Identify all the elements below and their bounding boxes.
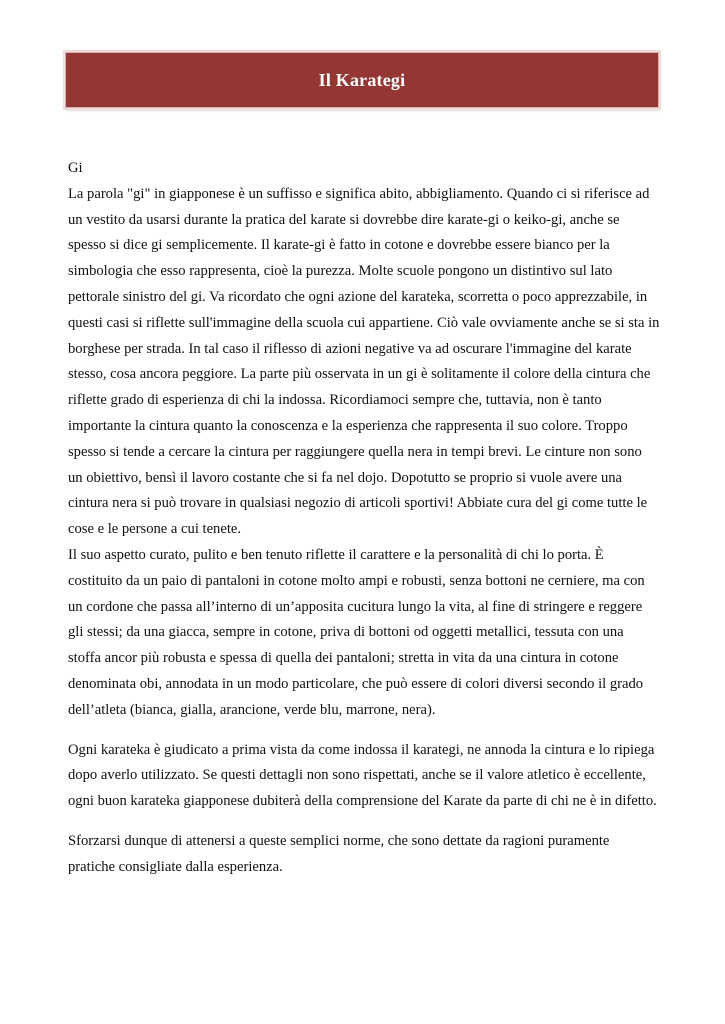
title-banner: [65, 52, 659, 108]
page-title: Il Karategi: [318, 69, 406, 90]
paragraph-1: La parola "gi" in giapponese è un suffisso e significa abito, abbigliamento. Quando ci si riferisce ad un vestito da usarsi durante la pratica del karate si dovrebbe dire karate-gi o keiko-gi, anche se spesso si dice gi semplicemente. Il karate-gi è fatto in cotone e dovrebbe essere bianco per la simbologia che esso rappresenta, cioè la purezza. Molte scuole pongono un distintivo sul lato pettorale sinistro del gi. Va ricordato che ogni azione del karateka, scorretta o poco apprezzabile, in questi casi si riflette sull'immagine della scuola cui appartiene. Ciò vale ovviamente anche se si sta in borghese per strada. In tal caso il riflesso di azioni negative va ad oscurare l'immagine del karate stesso, cosa ancora peggiore. La parte più osservata in un gi è solitamente il colore della cintura che riflette grado di esperienza di chi la indossa. Ricordiamoci sempre che, tuttavia, non è tanto importante la cintura quanto la conoscenza e la esperienza che rappresenta il suo colore. Troppo spesso si tende a cercare la cintura per raggiungere quella nera in tempi brevi. Le cinture non sono un obiettivo, bensì il lavoro costante che si fa nel dojo. Dopotutto se proprio si vuole avere una cintura nera si può trovare in qualsiasi negozio di articoli sportivi! Abbiate cura del gi come tutte le cose e le persone a cui tenete.: [68, 185, 660, 538]
section-heading: Gi: [68, 160, 83, 176]
paragraph-4: Sforzarsi dunque di attenersi a queste semplici norme, che sono dettate da ragioni puramente pratiche consigliate dalla esperienza.: [68, 832, 610, 875]
document-body: [68, 156, 660, 881]
paragraph-3: Ogni karateka è giudicato a prima vista da come indossa il karategi, ne annoda la cintura e lo ripiega dopo averlo utilizzato. Se questi dettagli non sono rispettati, anche se il valore atletico è eccellente, ogni buon karateka giapponese dubiterà della comprensione del Karate da parte di chi ne è in difetto.: [68, 741, 657, 810]
paragraph-2: Il suo aspetto curato, pulito e ben tenuto riflette il carattere e la personalità di chi lo porta. È costituito da un paio di pantaloni in cotone molto ampi e robusti, senza bottoni ne cerniere, ma con un cordone che passa all’interno di un’apposita cucitura lungo la vita, al fine di stringere e reggere gli stessi; da una giacca, sempre in cotone, priva di bottoni od oggetti metallici, tessuta con una stoffa ancor più robusta e spessa di quella dei pantaloni; stretta in vita da una cintura in cotone denominata obi, annodata in un modo particolare, che può essere di colori diversi secondo il grado dell’atleta (bianca, gialla, arancione, verde blu, marrone, nera).: [68, 546, 645, 718]
